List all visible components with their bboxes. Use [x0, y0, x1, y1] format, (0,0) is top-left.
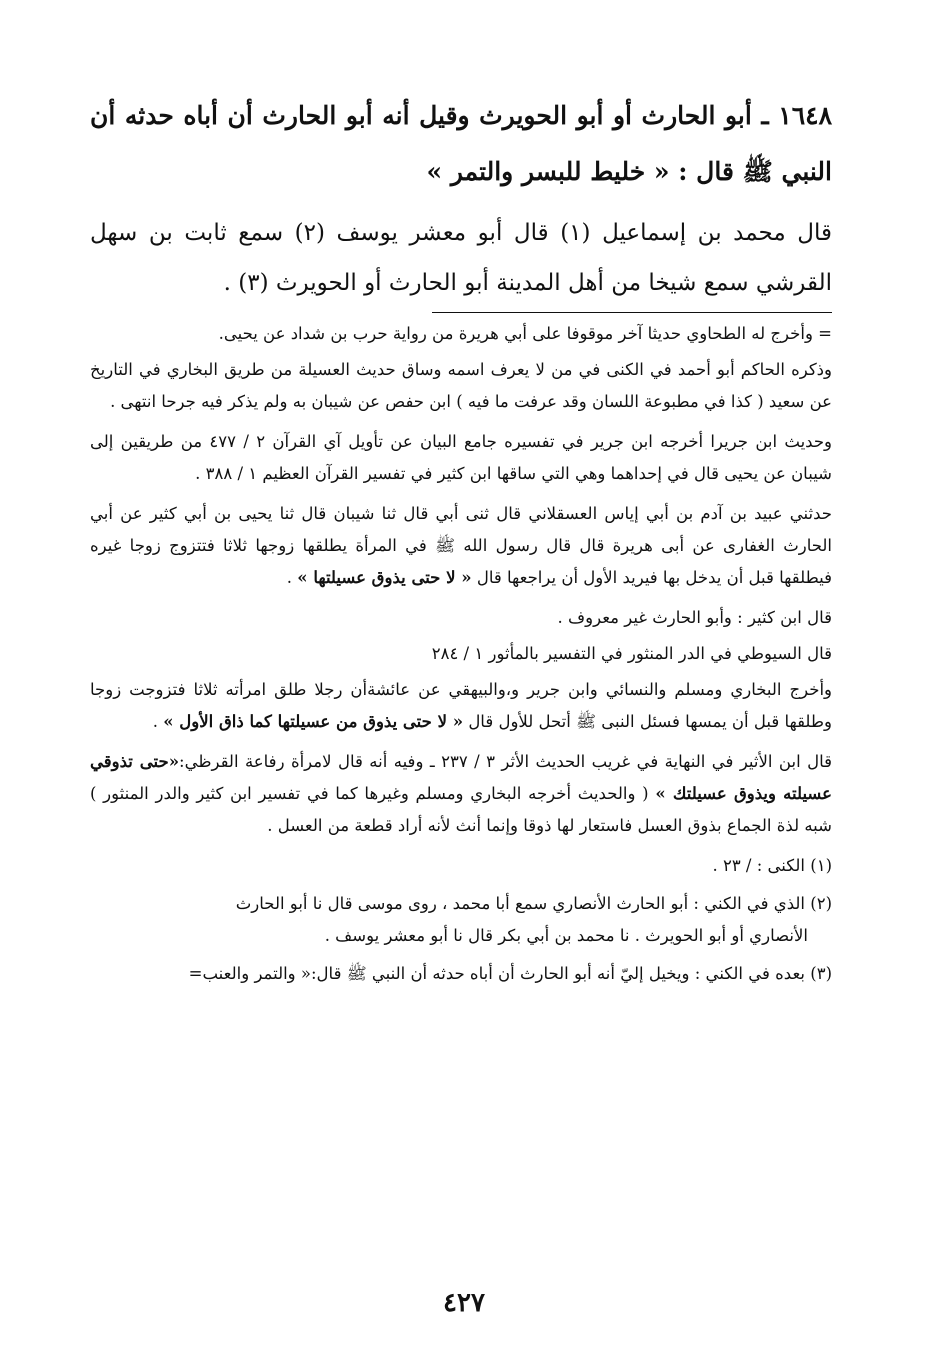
note-paragraph: قال ابن كثير : وأبو الحارث غير معروف .: [557, 608, 832, 627]
footnote-1: (١) الكنى : / ٢٣ .: [712, 856, 832, 875]
commentary-notes: [90, 318, 832, 996]
note-text: ( والحديث أخرجه البخاري ومسلم وغيرها كما في تفسير ابن كثير والدر المنثور ) شبه لذة الجماع بذوق العسل فاستعار لها ذوقا وإنما أنث لأنه أراد قطعة من العسل .: [90, 784, 832, 835]
footnote-separator: [432, 312, 832, 313]
note-text: .: [152, 712, 164, 731]
note-paragraph: [90, 746, 832, 842]
note-paragraph: = وأخرج له الطحاوي حديثا آخر موقوفا على أبي هريرة من رواية حرب بن شداد عن يحيى.: [218, 324, 832, 343]
hadith-quote: « لا حتى يذوق من عسيلتها كما ذاق الأول »: [163, 712, 464, 731]
page-number: ٤٢٧: [443, 1288, 485, 1318]
isnad-paragraph: [90, 208, 832, 308]
hadith-heading: [90, 88, 832, 200]
footnote-3: (٣) بعده في الكني : ويخيل إليّ أنه أبو الحارث أن أباه حدثه أن النبي ﷺ قال:« والتمر والعنب=: [188, 964, 832, 983]
note-paragraph: قال السيوطي في الدر المنثور في التفسير بالمأثور ١ / ٢٨٤: [431, 644, 832, 663]
footnote-2: [90, 888, 832, 952]
note-paragraph: [90, 498, 832, 594]
hadith-heading-text: ١٦٤٨ ـ أبو الحارث أو أبو الحويرث وقيل أنه أبو الحارث أن أباه حدثه أن النبي ﷺ قال : « خليط للبسر والتمر »: [90, 101, 832, 186]
hadith-quote: «حتى تذوقي عسيلته ويذوق عسيلتك »: [90, 752, 833, 803]
note-text: .: [286, 568, 298, 587]
note-paragraph: وذكره الحاكم أبو أحمد في الكنى في من لا يعرف اسمه وساق حديث العسيلة من طريق البخاري في التاريخ عن سعيد ( كذا في مطبوعة اللسان وقد عرفت ما فيه ) ابن حفص عن شيبان به ولم يذكر فيه جرحا انتهى .: [90, 360, 832, 411]
note-text: حدثني عبيد بن آدم بن أبي إياس العسقلاني قال ثنى أبي قال ثنا شيبان قال ثنا يحيى بن أبي كثير عن أبي الحارث الغفارى عن أبى هريرة قال قال رسول الله ﷺ في المرأة يطلقها زوجها ثلاثا فتتزوج زوجا غيره فيطلقها قبل أن يدخل بها فيريد الأول أن يراجعها قال: [90, 504, 832, 587]
footnote-2-line-1: (٢) الذي في الكني : أبو الحارث الأنصاري سمع أبا محمد ، روى موسى قال نا أبو الحارث: [235, 894, 832, 913]
note-paragraph: [90, 674, 832, 738]
note-text: قال ابن الأثير في النهاية في غريب الحديث الأثر ٣ / ٢٣٧ ـ وفيه أنه قال لامرأة رفاعة القرظي:: [179, 752, 832, 771]
isnad-text: قال محمد بن إسماعيل (١) قال أبو معشر يوسف (٢) سمع ثابت بن سهل القرشي سمع شيخا من أهل المدينة أبو الحارث أو الحويرث (٣) .: [90, 220, 832, 296]
footnote-2-line-2: الأنصاري أو أبو الحويرث . نا محمد بن أبي بكر قال نا أبو معشر يوسف .: [324, 926, 808, 945]
hadith-quote: « لا حتى يذوق عسيلتها »: [297, 568, 472, 587]
note-text: وأخرج البخاري ومسلم والنسائي وابن جرير و،والبيهقي عن عائشةأن رجلا طلق امرأته ثلاثا فتزوجت زوجا وطلقها قبل أن يمسها فسئل النبى ﷺ أتحل للأول قال: [90, 680, 832, 731]
note-paragraph: وحديث ابن جريرا أخرجه ابن جرير في تفسيره جامع البيان عن تأويل آي القرآن ٢ / ٤٧٧ من طريقين إلى شيبان عن يحيى قال في إحداهما وهي التي ساقها ابن كثير في تفسير القرآن العظيم ١ / ٣٨٨ .: [90, 432, 832, 483]
